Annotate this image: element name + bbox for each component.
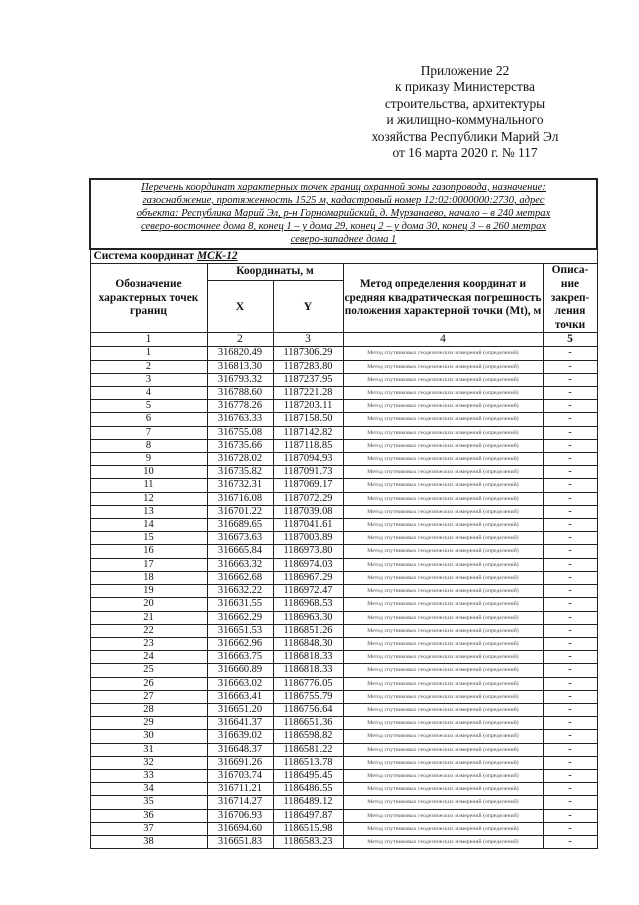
point-number-cell: 9 [90, 453, 207, 466]
description-cell: - [543, 413, 597, 426]
x-coordinate-cell: 316778.26 [207, 400, 273, 413]
description-cell: - [543, 453, 597, 466]
point-number-cell: 7 [90, 426, 207, 439]
method-cell: Метод спутниковых геодезических измерений (определений) [343, 439, 543, 452]
column-number: 1 [90, 333, 207, 347]
appendix-header [330, 63, 600, 161]
y-coordinate-cell: 1186818.33 [273, 664, 343, 677]
table-row [90, 466, 597, 479]
y-coordinate-cell: 1187094.93 [273, 453, 343, 466]
y-coordinate-cell: 1186755.79 [273, 690, 343, 703]
point-number-cell: 35 [90, 796, 207, 809]
y-coordinate-cell: 1186489.12 [273, 796, 343, 809]
method-cell: Метод спутниковых геодезических измерений (определений) [343, 835, 543, 848]
point-number-cell: 31 [90, 743, 207, 756]
description-cell: - [543, 505, 597, 518]
header-description: Описа-ние закреп-ления точки [543, 264, 597, 333]
x-coordinate-cell: 316788.60 [207, 387, 273, 400]
x-coordinate-cell: 316663.41 [207, 690, 273, 703]
method-cell: Метод спутниковых геодезических измерений (определений) [343, 519, 543, 532]
method-cell: Метод спутниковых геодезических измерений (определений) [343, 783, 543, 796]
point-number-cell: 32 [90, 756, 207, 769]
table-row [90, 400, 597, 413]
y-coordinate-cell: 1187306.29 [273, 347, 343, 360]
y-coordinate-cell: 1186963.30 [273, 611, 343, 624]
method-cell: Метод спутниковых геодезических измерений (определений) [343, 624, 543, 637]
appendix-line: и жилищно-коммунального [386, 112, 544, 128]
x-coordinate-cell: 316631.55 [207, 598, 273, 611]
table-row [90, 809, 597, 822]
title-line: Перечень координат характерных точек границ охранной зоны газопровода, назначение: [141, 182, 546, 193]
point-number-cell: 33 [90, 769, 207, 782]
x-coordinate-cell: 316689.65 [207, 519, 273, 532]
point-number-cell: 21 [90, 611, 207, 624]
table-row [90, 585, 597, 598]
appendix-line: к приказу Министерства [395, 79, 535, 95]
x-coordinate-cell: 316651.53 [207, 624, 273, 637]
x-coordinate-cell: 316662.96 [207, 637, 273, 650]
y-coordinate-cell: 1186513.78 [273, 756, 343, 769]
x-coordinate-cell: 316813.30 [207, 360, 273, 373]
method-cell: Метод спутниковых геодезических измерений (определений) [343, 822, 543, 835]
point-number-cell: 6 [90, 413, 207, 426]
description-cell: - [543, 783, 597, 796]
method-cell: Метод спутниковых геодезических измерений (определений) [343, 769, 543, 782]
y-coordinate-cell: 1186598.82 [273, 730, 343, 743]
point-number-cell: 5 [90, 400, 207, 413]
x-coordinate-cell: 316662.29 [207, 611, 273, 624]
point-number-cell: 12 [90, 492, 207, 505]
coordinates-sheet [89, 178, 596, 849]
point-number-cell: 13 [90, 505, 207, 518]
method-cell: Метод спутниковых геодезических измерений (определений) [343, 690, 543, 703]
method-cell: Метод спутниковых геодезических измерений (определений) [343, 756, 543, 769]
table-row [90, 690, 597, 703]
x-coordinate-cell: 316735.82 [207, 466, 273, 479]
method-cell: Метод спутниковых геодезических измерений (определений) [343, 479, 543, 492]
y-coordinate-cell: 1187221.28 [273, 387, 343, 400]
y-coordinate-cell: 1187069.17 [273, 479, 343, 492]
y-coordinate-cell: 1186972.47 [273, 585, 343, 598]
table-row [90, 558, 597, 571]
x-coordinate-cell: 316660.89 [207, 664, 273, 677]
header-y: Y [273, 280, 343, 333]
title-line: газоснабжение, протяженность 1525 м, кадастровый номер 12:02:0000000:2730, адрес [142, 195, 545, 207]
method-cell: Метод спутниковых геодезических измерений (определений) [343, 558, 543, 571]
table-row [90, 624, 597, 637]
y-coordinate-cell: 1187118.85 [273, 439, 343, 452]
table-row [90, 730, 597, 743]
description-cell: - [543, 373, 597, 386]
method-cell: Метод спутниковых геодезических измерений (определений) [343, 571, 543, 584]
title-line: объекта: Республика Марий Эл, р-н Горномарийский, д. Мурзанаево, начало – в 240 метрах [136, 208, 551, 220]
method-cell: Метод спутниковых геодезических измерений (определений) [343, 400, 543, 413]
description-cell: - [543, 756, 597, 769]
column-number: 5 [543, 333, 597, 347]
description-cell: - [543, 637, 597, 650]
method-cell: Метод спутниковых геодезических измерений (определений) [343, 743, 543, 756]
x-coordinate-cell: 316714.27 [207, 796, 273, 809]
x-coordinate-cell: 316711.21 [207, 783, 273, 796]
table-row [90, 545, 597, 558]
x-coordinate-cell: 316691.26 [207, 756, 273, 769]
y-coordinate-cell: 1187158.50 [273, 413, 343, 426]
method-cell: Метод спутниковых геодезических измерений (определений) [343, 730, 543, 743]
y-coordinate-cell: 1186776.05 [273, 677, 343, 690]
method-cell: Метод спутниковых геодезических измерений (определений) [343, 373, 543, 386]
appendix-line: Приложение 22 [420, 63, 510, 78]
x-coordinate-cell: 316651.20 [207, 703, 273, 716]
point-number-cell: 8 [90, 439, 207, 452]
method-cell: Метод спутниковых геодезических измерений (определений) [343, 611, 543, 624]
method-cell: Метод спутниковых геодезических измерений (определений) [343, 637, 543, 650]
description-cell: - [543, 743, 597, 756]
description-cell: - [543, 466, 597, 479]
column-number-row [90, 333, 597, 347]
point-number-cell: 26 [90, 677, 207, 690]
method-cell: Метод спутниковых геодезических измерений (определений) [343, 677, 543, 690]
method-cell: Метод спутниковых геодезических измерений (определений) [343, 347, 543, 360]
point-number-cell: 18 [90, 571, 207, 584]
table-body [90, 347, 597, 849]
method-cell: Метод спутниковых геодезических измерений (определений) [343, 809, 543, 822]
method-cell: Метод спутниковых геодезических измерений (определений) [343, 453, 543, 466]
method-cell: Метод спутниковых геодезических измерений (определений) [343, 585, 543, 598]
method-cell: Метод спутниковых геодезических измерений (определений) [343, 505, 543, 518]
table-row [90, 743, 597, 756]
appendix-line: хозяйства Республики Марий Эл [371, 128, 559, 144]
table-row [90, 373, 597, 386]
coordinate-system [90, 249, 597, 264]
method-cell: Метод спутниковых геодезических измерений (определений) [343, 664, 543, 677]
y-coordinate-cell: 1187237.95 [273, 373, 343, 386]
description-cell: - [543, 545, 597, 558]
x-coordinate-cell: 316663.75 [207, 651, 273, 664]
description-cell: - [543, 809, 597, 822]
x-coordinate-cell: 316665.84 [207, 545, 273, 558]
y-coordinate-cell: 1186515.98 [273, 822, 343, 835]
method-cell: Метод спутниковых геодезических измерений (определений) [343, 703, 543, 716]
method-cell: Метод спутниковых геодезических измерений (определений) [343, 492, 543, 505]
x-coordinate-cell: 316694.60 [207, 822, 273, 835]
table-row [90, 571, 597, 584]
description-cell: - [543, 519, 597, 532]
description-cell: - [543, 835, 597, 848]
y-coordinate-cell: 1186973.80 [273, 545, 343, 558]
method-cell: Метод спутниковых геодезических измерений (определений) [343, 387, 543, 400]
description-cell: - [543, 492, 597, 505]
table-row [90, 835, 597, 848]
description-cell: - [543, 400, 597, 413]
description-cell: - [543, 387, 597, 400]
x-coordinate-cell: 316632.22 [207, 585, 273, 598]
table-row [90, 651, 597, 664]
description-cell: - [543, 664, 597, 677]
description-cell: - [543, 360, 597, 373]
table-row [90, 413, 597, 426]
table-row [90, 677, 597, 690]
description-cell: - [543, 822, 597, 835]
y-coordinate-cell: 1187072.29 [273, 492, 343, 505]
header-x: X [207, 280, 273, 333]
method-cell: Метод спутниковых геодезических измерений (определений) [343, 796, 543, 809]
appendix-line: строительства, архитектуры [384, 95, 546, 111]
point-number-cell: 4 [90, 387, 207, 400]
point-number-cell: 38 [90, 835, 207, 848]
description-cell: - [543, 796, 597, 809]
y-coordinate-cell: 1186583.23 [273, 835, 343, 848]
point-number-cell: 2 [90, 360, 207, 373]
method-cell: Метод спутниковых геодезических измерений (определений) [343, 466, 543, 479]
method-cell: Метод спутниковых геодезических измерений (определений) [343, 717, 543, 730]
point-number-cell: 34 [90, 783, 207, 796]
point-number-cell: 24 [90, 651, 207, 664]
table-row [90, 519, 597, 532]
x-coordinate-cell: 316732.31 [207, 479, 273, 492]
table-row [90, 492, 597, 505]
table-row [90, 611, 597, 624]
y-coordinate-cell: 1187203.11 [273, 400, 343, 413]
y-coordinate-cell: 1186848.30 [273, 637, 343, 650]
table-row [90, 532, 597, 545]
table-row [90, 426, 597, 439]
point-number-cell: 15 [90, 532, 207, 545]
coordinate-system-label: Система координат [93, 250, 195, 263]
x-coordinate-cell: 316639.02 [207, 730, 273, 743]
x-coordinate-cell: 316763.33 [207, 413, 273, 426]
y-coordinate-cell: 1186968.53 [273, 598, 343, 611]
description-cell: - [543, 677, 597, 690]
y-coordinate-cell: 1186967.29 [273, 571, 343, 584]
method-cell: Метод спутниковых геодезических измерений (определений) [343, 545, 543, 558]
title-line: северо-западнее дома 1 [290, 234, 397, 246]
method-cell: Метод спутниковых геодезических измерений (определений) [343, 426, 543, 439]
table-row [90, 347, 597, 360]
point-number-cell: 36 [90, 809, 207, 822]
appendix-line: от 16 марта 2020 г. № 117 [392, 145, 538, 161]
point-number-cell: 11 [90, 479, 207, 492]
table-row [90, 479, 597, 492]
x-coordinate-cell: 316662.68 [207, 571, 273, 584]
y-coordinate-cell: 1186818.33 [273, 651, 343, 664]
description-cell: - [543, 624, 597, 637]
table-row [90, 796, 597, 809]
table-row [90, 637, 597, 650]
x-coordinate-cell: 316648.37 [207, 743, 273, 756]
x-coordinate-cell: 316735.66 [207, 439, 273, 452]
x-coordinate-cell: 316706.93 [207, 809, 273, 822]
table-row [90, 387, 597, 400]
table-title [90, 179, 597, 249]
point-number-cell: 14 [90, 519, 207, 532]
coordinate-system-value: МСК-12 [196, 250, 238, 263]
point-number-cell: 27 [90, 690, 207, 703]
header-designation: Обозначение характерных точек границ [90, 264, 207, 333]
x-coordinate-cell: 316716.08 [207, 492, 273, 505]
point-number-cell: 25 [90, 664, 207, 677]
y-coordinate-cell: 1186974.03 [273, 558, 343, 571]
y-coordinate-cell: 1187039.08 [273, 505, 343, 518]
x-coordinate-cell: 316641.37 [207, 717, 273, 730]
y-coordinate-cell: 1187041.61 [273, 519, 343, 532]
description-cell: - [543, 347, 597, 360]
method-cell: Метод спутниковых геодезических измерений (определений) [343, 651, 543, 664]
y-coordinate-cell: 1186497.87 [273, 809, 343, 822]
description-cell: - [543, 571, 597, 584]
table-row [90, 717, 597, 730]
description-cell: - [543, 479, 597, 492]
column-number: 2 [207, 333, 273, 347]
table-row [90, 783, 597, 796]
method-cell: Метод спутниковых геодезических измерений (определений) [343, 598, 543, 611]
table-row [90, 822, 597, 835]
table-row [90, 664, 597, 677]
column-number: 4 [343, 333, 543, 347]
y-coordinate-cell: 1187283.80 [273, 360, 343, 373]
table-row [90, 598, 597, 611]
coordinates-table [89, 178, 598, 849]
x-coordinate-cell: 316663.32 [207, 558, 273, 571]
x-coordinate-cell: 316651.83 [207, 835, 273, 848]
header-coords: Координаты, м [207, 264, 343, 280]
point-number-cell: 30 [90, 730, 207, 743]
y-coordinate-cell: 1186756.64 [273, 703, 343, 716]
description-cell: - [543, 611, 597, 624]
x-coordinate-cell: 316820.49 [207, 347, 273, 360]
y-coordinate-cell: 1187142.82 [273, 426, 343, 439]
description-cell: - [543, 769, 597, 782]
description-cell: - [543, 651, 597, 664]
table-row [90, 769, 597, 782]
x-coordinate-cell: 316663.02 [207, 677, 273, 690]
point-number-cell: 1 [90, 347, 207, 360]
column-number: 3 [273, 333, 343, 347]
point-number-cell: 19 [90, 585, 207, 598]
method-cell: Метод спутниковых геодезических измерений (определений) [343, 532, 543, 545]
description-cell: - [543, 426, 597, 439]
point-number-cell: 17 [90, 558, 207, 571]
point-number-cell: 16 [90, 545, 207, 558]
description-cell: - [543, 690, 597, 703]
table-row [90, 756, 597, 769]
point-number-cell: 37 [90, 822, 207, 835]
point-number-cell: 22 [90, 624, 207, 637]
table-row [90, 505, 597, 518]
point-number-cell: 10 [90, 466, 207, 479]
x-coordinate-cell: 316703.74 [207, 769, 273, 782]
description-cell: - [543, 717, 597, 730]
point-number-cell: 20 [90, 598, 207, 611]
point-number-cell: 23 [90, 637, 207, 650]
x-coordinate-cell: 316793.32 [207, 373, 273, 386]
x-coordinate-cell: 316673.63 [207, 532, 273, 545]
y-coordinate-cell: 1187091.73 [273, 466, 343, 479]
y-coordinate-cell: 1186581.22 [273, 743, 343, 756]
point-number-cell: 28 [90, 703, 207, 716]
y-coordinate-cell: 1186486.55 [273, 783, 343, 796]
x-coordinate-cell: 316755.08 [207, 426, 273, 439]
title-line: северо-восточнее дома 8, конец 1 – у дома 29, конец 2 – у дома 30, конец 3 – в 260 метрах [140, 221, 547, 233]
y-coordinate-cell: 1186651.36 [273, 717, 343, 730]
description-cell: - [543, 558, 597, 571]
table-row [90, 703, 597, 716]
x-coordinate-cell: 316701.22 [207, 505, 273, 518]
header-method: Метод определения координат и средняя квадратическая погрешность положения характерной точки (Mt), м [343, 264, 543, 333]
description-cell: - [543, 703, 597, 716]
description-cell: - [543, 730, 597, 743]
table-row [90, 453, 597, 466]
description-cell: - [543, 585, 597, 598]
method-cell: Метод спутниковых геодезических измерений (определений) [343, 413, 543, 426]
point-number-cell: 3 [90, 373, 207, 386]
method-cell: Метод спутниковых геодезических измерений (определений) [343, 360, 543, 373]
table-row [90, 360, 597, 373]
y-coordinate-cell: 1186851.26 [273, 624, 343, 637]
y-coordinate-cell: 1186495.45 [273, 769, 343, 782]
table-row [90, 439, 597, 452]
y-coordinate-cell: 1187003.89 [273, 532, 343, 545]
description-cell: - [543, 439, 597, 452]
description-cell: - [543, 532, 597, 545]
point-number-cell: 29 [90, 717, 207, 730]
x-coordinate-cell: 316728.02 [207, 453, 273, 466]
description-cell: - [543, 598, 597, 611]
